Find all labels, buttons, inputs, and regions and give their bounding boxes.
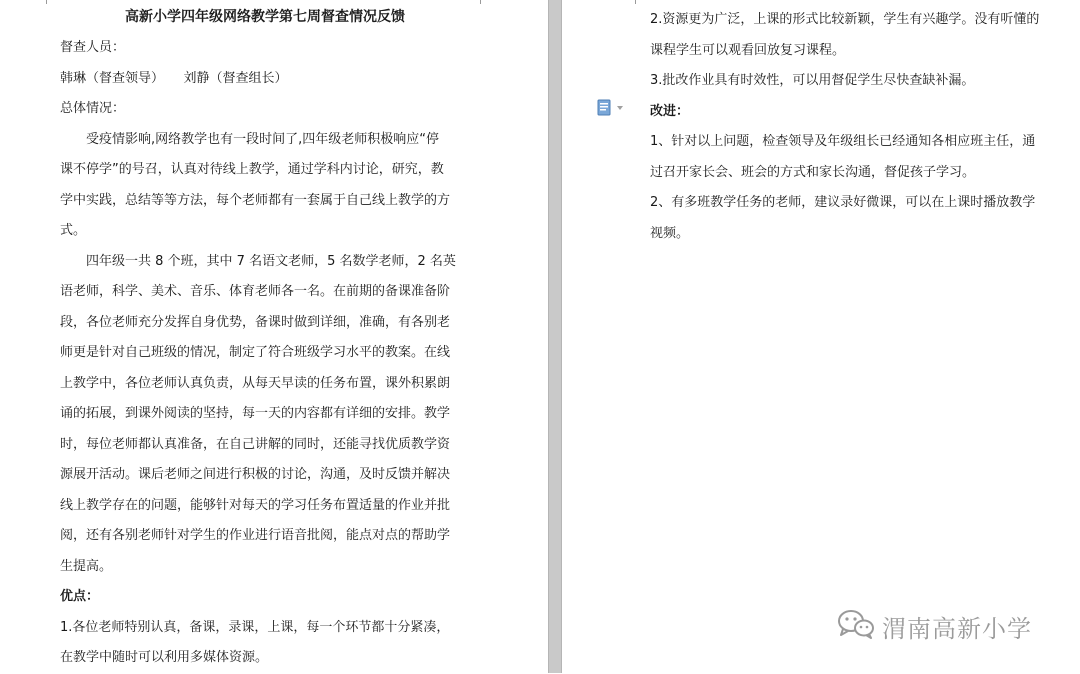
paragraph-line: 师更是针对自己班级的情况，制定了符合班级学习水平的教案。在线 <box>60 345 451 360</box>
paragraph-line: 1、针对以上问题，检查领导及年级组长已经通知各相应班主任，通 <box>650 134 1036 149</box>
advantages-heading: 优点： <box>60 589 100 604</box>
advantage-item-1 <box>60 613 470 674</box>
paragraph-line: 时，每位老师都认真准备，在自己讲解的同时，还能寻找优质教学资 <box>60 436 451 452</box>
paragraph-line: 课程学生可以观看回放复习课程。 <box>650 42 846 58</box>
paragraph-line: 视频。 <box>650 225 690 241</box>
paragraph-line: 源展开活动。课后老师之间进行积极的讨论，沟通，及时反馈并解决 <box>60 467 451 482</box>
paragraph-line: 段，各位老师充分发挥自身优势，备课时做到详细，准确，有各别老 <box>60 314 451 330</box>
improvement-item-1 <box>650 127 1060 188</box>
paragraph-line: 过召开家长会、班会的方式和家长沟通，督促孩子学习。 <box>650 164 976 180</box>
advantage-item-2 <box>650 5 1060 66</box>
watermark-text: 渭南高新小学 <box>882 614 1032 643</box>
improvement-item-2 <box>650 188 1060 249</box>
document-title: 高新小学四年级网络教学第七周督查情况反馈 <box>125 9 405 25</box>
document-comment-icon[interactable] <box>597 99 627 117</box>
overview-paragraph-1 <box>60 125 470 247</box>
paragraph-line: 课不停学”的号召，认真对待线上教学，通过学科内讨论，研究，教 <box>60 162 444 177</box>
paragraph-line: 诵的拓展，到课外阅读的坚持，每一天的内容都有详细的安排。教学 <box>60 406 451 421</box>
paragraph-line: 语老师，科学、美术、音乐、体育老师各一名。在前期的备课准备阶 <box>60 284 451 299</box>
paragraph-line: 2、有多班教学任务的老师，建议录好微课，可以在上课时播放教学 <box>650 195 1036 210</box>
paragraph-line: 上教学中，各位老师认真负责，从每天早读的任务布置，课外积累朗 <box>60 375 451 391</box>
left-page-content <box>60 5 470 674</box>
page-corner-mark <box>46 0 57 4</box>
overview-label: 总体情况： <box>60 101 126 116</box>
improvement-heading: 改进： <box>650 103 690 119</box>
paragraph-line: 1.各位老师特别认真，备课，录课，上课，每一个环节都十分紧凑， <box>60 619 450 635</box>
paragraph-line: 受疫情影响,网络教学也有一段时间了,四年级老师积极响应“停 <box>86 131 439 147</box>
paragraph-line: 学中实践，总结等等方法，每个老师都有一套属于自己线上教学的方 <box>60 192 451 208</box>
paragraph-line: 式。 <box>60 223 87 238</box>
supervisors-label: 督查人员： <box>60 40 126 55</box>
watermark <box>836 606 1032 646</box>
paragraph-line: 生提高。 <box>60 558 113 574</box>
paragraph-line: 四年级一共 8 个班，其中 7 名语文老师，5 名数学老师，2 名英 <box>86 253 456 269</box>
supervisors-names: 韩琳（督查领导） 刘静（督查组长） <box>60 70 288 86</box>
right-page-content <box>650 5 1060 249</box>
paragraph-line: 线上教学存在的问题，能够针对每天的学习任务布置适量的作业并批 <box>60 497 451 513</box>
overview-paragraph-2 <box>60 247 470 583</box>
page-corner-mark <box>470 0 481 4</box>
page-corner-mark <box>635 0 646 4</box>
page-gutter <box>548 0 562 673</box>
paragraph-line: 在教学中随时可以利用多媒体资源。 <box>60 650 269 665</box>
paragraph-line: 阅，还有各别老师针对学生的作业进行语音批阅，能点对点的帮助学 <box>60 528 451 543</box>
advantage-item-3: 3.批改作业具有时效性，可以用督促学生尽快查缺补漏。 <box>650 73 975 88</box>
wechat-icon <box>836 608 876 644</box>
paragraph-line: 2.资源更为广泛，上课的形式比较新颖，学生有兴趣学。没有听懂的 <box>650 12 1040 27</box>
